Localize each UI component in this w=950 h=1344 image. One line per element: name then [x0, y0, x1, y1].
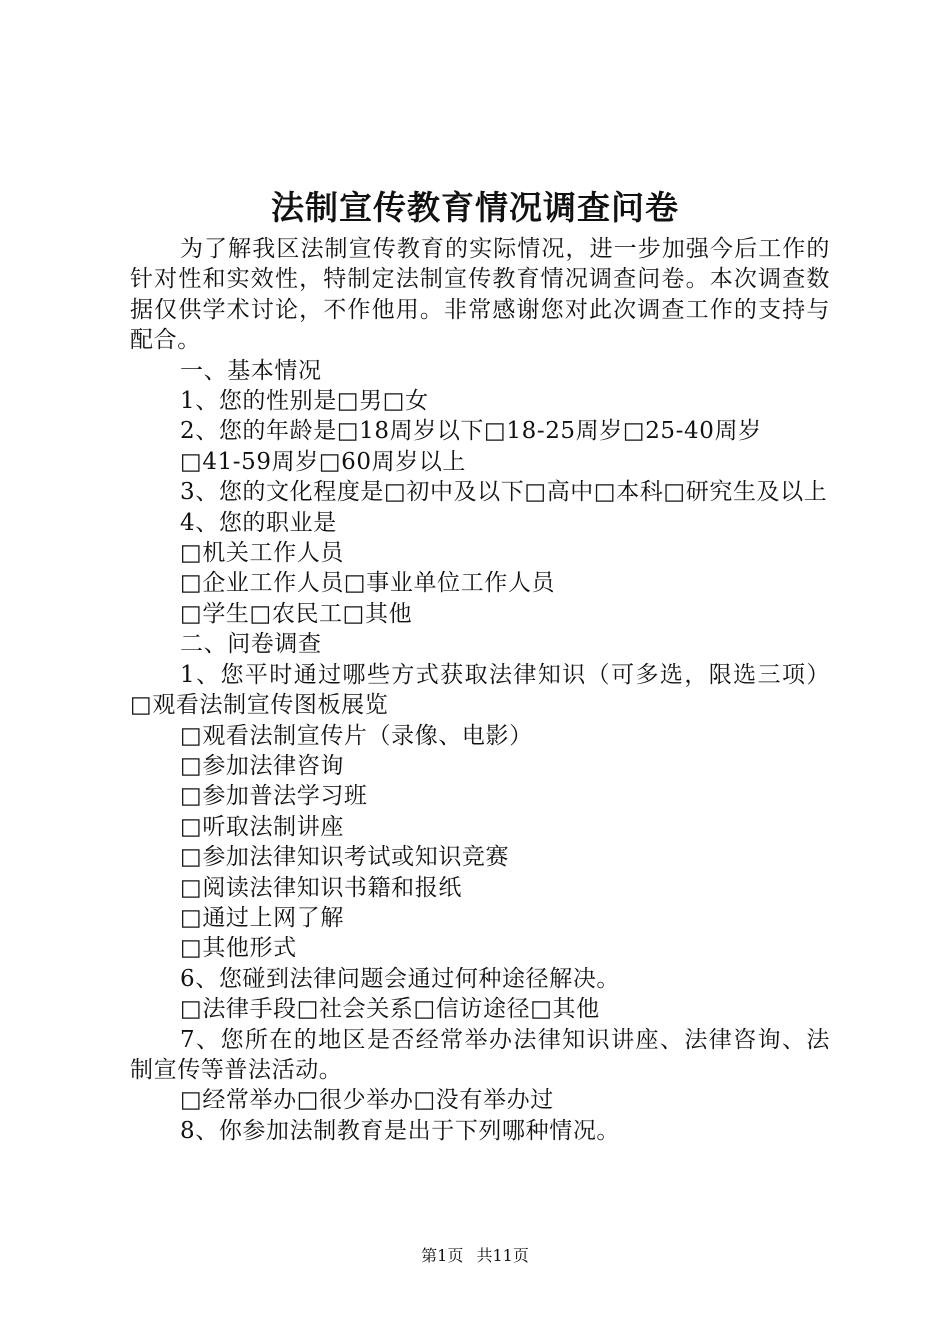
page-title: 法制宣传教育情况调查问卷 — [271, 188, 679, 227]
question-local-activities: 7、您所在的地区是否经常举办法律知识讲座、法律咨询、法制宣传等普法活动。 — [130, 1026, 830, 1083]
source-option: □观看法制宣传片（录像、电影） — [180, 722, 533, 749]
source-option: □参加普法学习班 — [180, 783, 368, 810]
source-option: □参加法律咨询 — [180, 752, 344, 779]
source-option: □参加法律知识考试或知识竞赛 — [180, 844, 510, 871]
section-heading-survey: 二、问卷调查 — [180, 631, 322, 658]
question-gender: 1、您的性别是□男□女 — [180, 388, 429, 415]
activity-options: □经常举办□很少举办□没有举办过 — [180, 1087, 554, 1114]
question-age: 2、您的年龄是□18周岁以下□18-25周岁□25-40周岁 — [180, 418, 762, 445]
document-body — [130, 234, 830, 1146]
section-heading-basic: 一、基本情况 — [180, 357, 322, 384]
question-age-options: □41-59周岁□60周岁以上 — [180, 448, 467, 475]
occupation-option: □机关工作人员 — [180, 540, 344, 567]
page-footer — [0, 1243, 950, 1266]
page-total: 共11页 — [476, 1246, 529, 1265]
resolve-options: □法律手段□社会关系□信访途径□其他 — [180, 996, 600, 1023]
source-option: □听取法制讲座 — [180, 813, 344, 840]
question-occupation: 4、您的职业是 — [180, 509, 337, 536]
question-legal-knowledge-source: 1、您平时通过哪些方式获取法律知识（可多选，限选三项）□观看法制宣传图板展览 — [130, 661, 830, 719]
intro-paragraph: 为了解我区法制宣传教育的实际情况，进一步加强今后工作的针对性和实效性，特制定法制宣传教育情况调查问卷。本次调查数据仅供学术讨论，不作他用。非常感谢您对此次调查工作的支持与配合。 — [130, 236, 830, 354]
question-resolve-legal-issue: 6、您碰到法律问题会通过何种途径解决。 — [180, 965, 621, 992]
question-participation-reason: 8、你参加法制教育是出于下列哪种情况。 — [180, 1117, 621, 1144]
source-option: □通过上网了解 — [180, 904, 344, 931]
occupation-option: □企业工作人员□事业单位工作人员 — [180, 570, 556, 597]
occupation-option: □学生□农民工□其他 — [180, 600, 413, 627]
question-education: 3、您的文化程度是□初中及以下□高中□本科□研究生及以上 — [180, 479, 828, 506]
source-option: □阅读法律知识书籍和报纸 — [180, 874, 462, 901]
page-number: 第1页 — [421, 1246, 464, 1265]
source-option: □其他形式 — [180, 935, 297, 962]
